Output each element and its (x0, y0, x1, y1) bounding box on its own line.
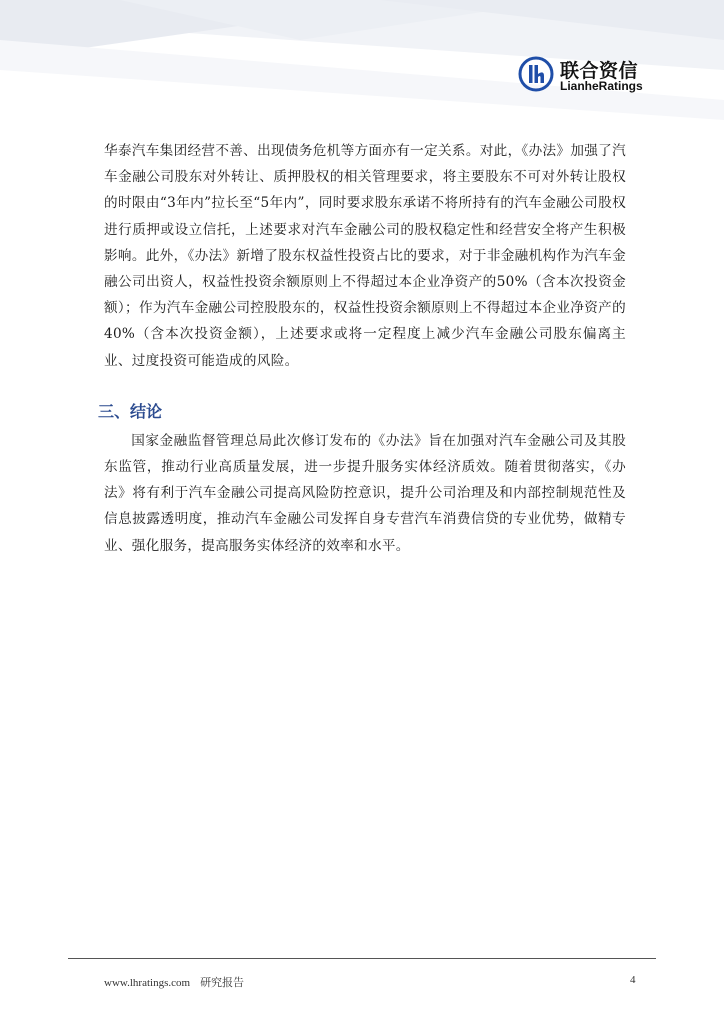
footer-report-type: 研究报告 (200, 977, 245, 989)
page-number: 4 (630, 974, 636, 986)
logo-english-name: LianheRatings (560, 79, 643, 93)
footer-website-link[interactable]: www.lhratings.com (104, 977, 191, 989)
body-paragraph: 华泰汽车集团经营不善、出现债务危机等方面亦有一定关系。对此，《办法》加强了汽车金融公司股东对外转让、质押股权的相关管理要求，将主要股东不可对外转让股权的时限由“3年内”拉长至“5年内”，同时要求股东承诺不将所持有的汽车金融公司股权进行质押或设立信托，上述要求对汽车金融公司的股权稳定性和经营安全将产生积极影响。此外，《办法》新增了股东权益性投资占比的要求，对于非金融机构作为汽车金融公司出资人，权益性投资余额原则上不得超过本企业净资产的50%（含本次投资金额）；作为汽车金融公司控股股东的，权益性投资余额原则上不得超过本企业净资产的40%（含本次投资金额），上述要求或将一定程度上减少汽车金融公司股东偏离主业、过度投资可能造成的风险。 (104, 143, 626, 369)
logo-chinese-name: 联合资信 (560, 60, 639, 82)
lianhe-logo-icon (518, 56, 554, 92)
conclusion-paragraph: 国家金融监督管理总局此次修订发布的《办法》旨在加强对汽车金融公司及其股东监管，推动行业高质量发展，进一步提升服务实体经济质效。随着贯彻落实，《办法》将有利于汽车金融公司提高风险防控意识，提升公司治理及和内部控制规范性及信息披露透明度，推动汽车金融公司发挥自身专营汽车消费信贷的专业优势，做精专业、强化服务，提高服务实体经济的效率和水平。 (104, 432, 626, 554)
footer-divider (68, 958, 656, 959)
company-logo (518, 56, 648, 96)
document-body (98, 138, 626, 559)
footer-source (104, 974, 244, 990)
section-heading: 三、结论 (98, 401, 163, 421)
